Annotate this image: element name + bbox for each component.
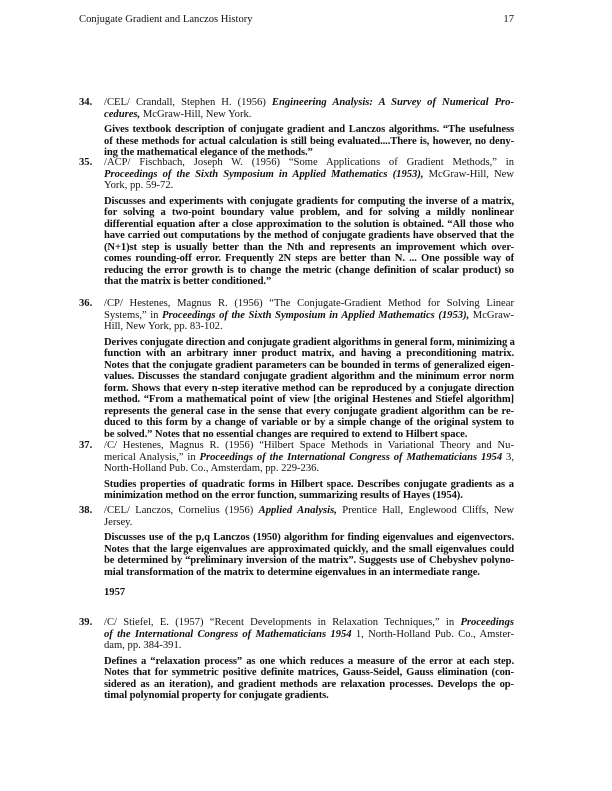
description-line <box>104 532 514 544</box>
text-segment: /C/ Hestenes, Magnus R. (1956) “Hilbert Space Methods in Variational Theory and Nu- <box>104 440 514 451</box>
description-line <box>104 679 514 691</box>
text-segment: Hill, New York, pp. 83-102. <box>104 321 223 333</box>
entry-description <box>104 656 514 702</box>
description-line <box>104 265 514 277</box>
text-segment: North-Holland Pub. Co., Amsterdam, pp. 229-236. <box>104 463 320 475</box>
text-segment: reducing the error growth is to change the metric (change definition of scalar product) so <box>104 264 514 276</box>
bibliography-entry <box>79 617 514 702</box>
text-segment: be solved.” Notes that no essential changes are required to extend to Hilbert space. <box>104 429 468 441</box>
bibliography-entry <box>79 97 514 159</box>
citation-line <box>104 157 514 169</box>
citation-line <box>104 463 514 475</box>
text-segment: Discusses use of the p,q Lanczos (1950) algorithm for finding eigenvalues and eigenvectors. <box>104 532 514 544</box>
bibliography-entry <box>79 298 514 441</box>
italic-title: of the International Congress of Mathematicians 1954 <box>104 628 352 640</box>
entry-number: 36. <box>79 298 93 309</box>
text-segment: Notes that the conjugate gradient parameters can be bounded in terms of generalized eigen- <box>104 359 514 371</box>
section-year-heading: 1957 <box>104 587 126 598</box>
text-segment: have carried out computations by the method of conjugate gradients have observed that the <box>104 230 514 242</box>
text-segment: duced to this form by a change of variable or by a simple change of the original system to <box>104 417 514 429</box>
entry-number: 39. <box>79 617 93 628</box>
text-segment: /ACP/ Fischbach, Joseph W. (1956) “Some Applications of Gradient Methods,” in <box>104 157 514 168</box>
text-segment: McGraw-Hill, New York. <box>140 108 252 120</box>
text-segment: York, pp. 59-72. <box>104 180 174 192</box>
description-line <box>104 656 514 668</box>
description-line <box>104 253 514 265</box>
text-segment: Prentice Hall, Englewood Cliffs, New <box>336 505 515 516</box>
italic-title: cedures, <box>104 108 141 120</box>
description-line <box>104 690 514 702</box>
text-segment: mial transformation of the matrix to determine eigenvalues in an intermediate range. <box>104 566 480 578</box>
text-segment: Jersey. <box>104 516 133 528</box>
citation-line <box>104 629 514 641</box>
citation-line <box>104 180 514 192</box>
entry-citation <box>104 97 514 120</box>
description-line <box>104 394 514 406</box>
italic-title: Applied Analysis, <box>258 505 337 516</box>
text-segment: Studies properties of quadratic forms in Hilbert space. Describes conjugate gradients as a <box>104 478 514 490</box>
text-segment: timal polynomial property for conjugate gradients. <box>104 690 329 702</box>
text-segment: Gives textbook description of conjugate gradient and Lanczos algorithms. “The usefulness <box>104 124 514 136</box>
entry-citation <box>104 157 514 192</box>
text-segment: represents the general case in the sense that every conjugate gradient algorithm can be re- <box>104 405 514 417</box>
citation-line <box>104 452 514 464</box>
text-segment: 1, North-Holland Pub. Co., Amster- <box>351 628 514 640</box>
entry-number: 37. <box>79 440 93 451</box>
citation-line <box>104 321 514 333</box>
text-segment: /CEL/ Lanczos, Cornelius (1956) <box>104 505 259 516</box>
text-segment: McGraw- <box>469 309 514 321</box>
description-line <box>104 417 514 429</box>
entry-number: 34. <box>79 97 93 108</box>
entry-description <box>104 124 514 159</box>
description-line <box>104 124 514 136</box>
description-line <box>104 242 514 254</box>
text-segment: Systems,” in <box>104 309 162 321</box>
text-segment: method. “From a mathematical point of view [the original Hestenes and Stiefel algorithm] <box>104 394 514 406</box>
text-segment: (N+1)st step is usually better than the Nth and represents an improvement which over- <box>104 241 514 253</box>
entry-number: 38. <box>79 505 93 516</box>
text-segment: dam, pp. 384-391. <box>104 640 182 652</box>
citation-line <box>104 617 514 629</box>
description-line <box>104 567 514 579</box>
description-line <box>104 348 514 360</box>
text-segment: ing the mathematical elegance of the methods.” <box>104 147 313 159</box>
citation-line <box>104 97 514 109</box>
entry-description <box>104 196 514 288</box>
citation-line <box>104 310 514 322</box>
text-segment: merical Analysis,” in <box>104 451 200 463</box>
text-segment: that the matrix is better conditioned.” <box>104 276 272 288</box>
text-segment: /CP/ Hestenes, Magnus R. (1956) “The Conjugate-Gradient Method for Solving Linear <box>104 298 514 309</box>
text-segment: 3, <box>502 451 514 463</box>
text-segment: Defines a “relaxation process” as one which reduces a measure of the error at each step. <box>104 655 514 667</box>
text-segment: /C/ Stiefel, E. (1957) “Recent Developments in Relaxation Techniques,” in <box>104 617 461 628</box>
text-segment: sidered as an iteration), and gradient methods are relaxation processes. Develops the op- <box>104 678 514 690</box>
entry-citation <box>104 440 514 475</box>
text-segment: values. Discusses the standard conjugate gradient algorithm and the minimum error norm <box>104 371 514 383</box>
text-segment: /CEL/ Crandall, Stephen H. (1956) <box>104 97 272 108</box>
description-line <box>104 337 514 349</box>
description-line <box>104 555 514 567</box>
entry-number: 35. <box>79 157 93 168</box>
citation-line <box>104 640 514 652</box>
description-line <box>104 490 514 502</box>
text-segment: of these methods for actual calculation is still being evaluated....There is, however, no deny- <box>104 135 514 147</box>
citation-line <box>104 169 514 181</box>
citation-line <box>104 440 514 452</box>
bibliography-entry <box>79 505 514 578</box>
italic-title: Engineering Analysis: A Survey of Numerical Pro- <box>271 97 514 108</box>
italic-title: Proceedings <box>460 617 514 628</box>
description-line <box>104 136 514 148</box>
text-segment: Notes that the large eigenvalues are approximated quickly, and the small eigenvalues could <box>104 543 514 555</box>
description-line <box>104 219 514 231</box>
description-line <box>104 371 514 383</box>
text-segment: Notes that for symmetric positive definite matrices, Gauss-Seidel, Gauss elimination (con- <box>104 667 514 679</box>
italic-title: Proceedings of the Sixth Symposium in Applied Mathematics (1953), <box>162 309 470 321</box>
italic-title: Proceedings of the Sixth Symposium in Applied Mathematics (1953), <box>104 168 424 180</box>
text-segment: McGraw-Hill, New <box>423 168 515 180</box>
entry-description <box>104 337 514 441</box>
text-segment: minimization method on the error function, summarizing results of Hayes (1954). <box>104 490 463 502</box>
running-header <box>79 14 514 25</box>
description-line <box>104 207 514 219</box>
entry-description <box>104 479 514 502</box>
text-segment: differential equation after a close approximation to the solution is obtained. “All those who <box>104 218 514 230</box>
entry-citation <box>104 298 514 333</box>
text-segment: be determined by “preliminary inversion of the matrix”. Suggests use of Chebyshev polyno- <box>104 555 514 567</box>
description-line <box>104 429 514 441</box>
entry-citation <box>104 505 514 528</box>
citation-line <box>104 109 514 121</box>
description-line <box>104 360 514 372</box>
text-segment: Derives conjugate direction and conjugate gradient algorithms in general form, minimizing a <box>104 336 515 348</box>
description-line <box>104 667 514 679</box>
description-line <box>104 544 514 556</box>
entry-citation <box>104 617 514 652</box>
citation-line <box>104 505 514 517</box>
bibliography-entry <box>79 440 514 502</box>
description-line <box>104 383 514 395</box>
italic-title: Proceedings of the International Congress of Mathematicians 1954 <box>199 451 503 463</box>
description-line <box>104 479 514 491</box>
description-line <box>104 406 514 418</box>
text-segment: Discusses and experiments with conjugate gradients for computing the inverse of a matrix, <box>104 195 514 207</box>
page-number: 17 <box>503 14 514 25</box>
citation-line <box>104 517 514 529</box>
entry-description <box>104 532 514 578</box>
citation-line <box>104 298 514 310</box>
text-segment: comes rounding-off error. Frequently 2N steps are better than N. ... One possible way of <box>104 253 514 265</box>
running-title: Conjugate Gradient and Lanczos History <box>79 14 253 25</box>
text-segment: for solving a two-point boundary value problem, and for solving a mildly nonlinear <box>104 207 514 219</box>
description-line <box>104 230 514 242</box>
description-line <box>104 276 514 288</box>
bibliography-entry <box>79 157 514 288</box>
text-segment: form. Shows that every n-step iterative method can be reproduced by a conjugate direction <box>104 382 514 394</box>
description-line <box>104 196 514 208</box>
text-segment: function with an arbitrary inner product matrix, and having a preconditioning matrix. <box>104 348 514 360</box>
